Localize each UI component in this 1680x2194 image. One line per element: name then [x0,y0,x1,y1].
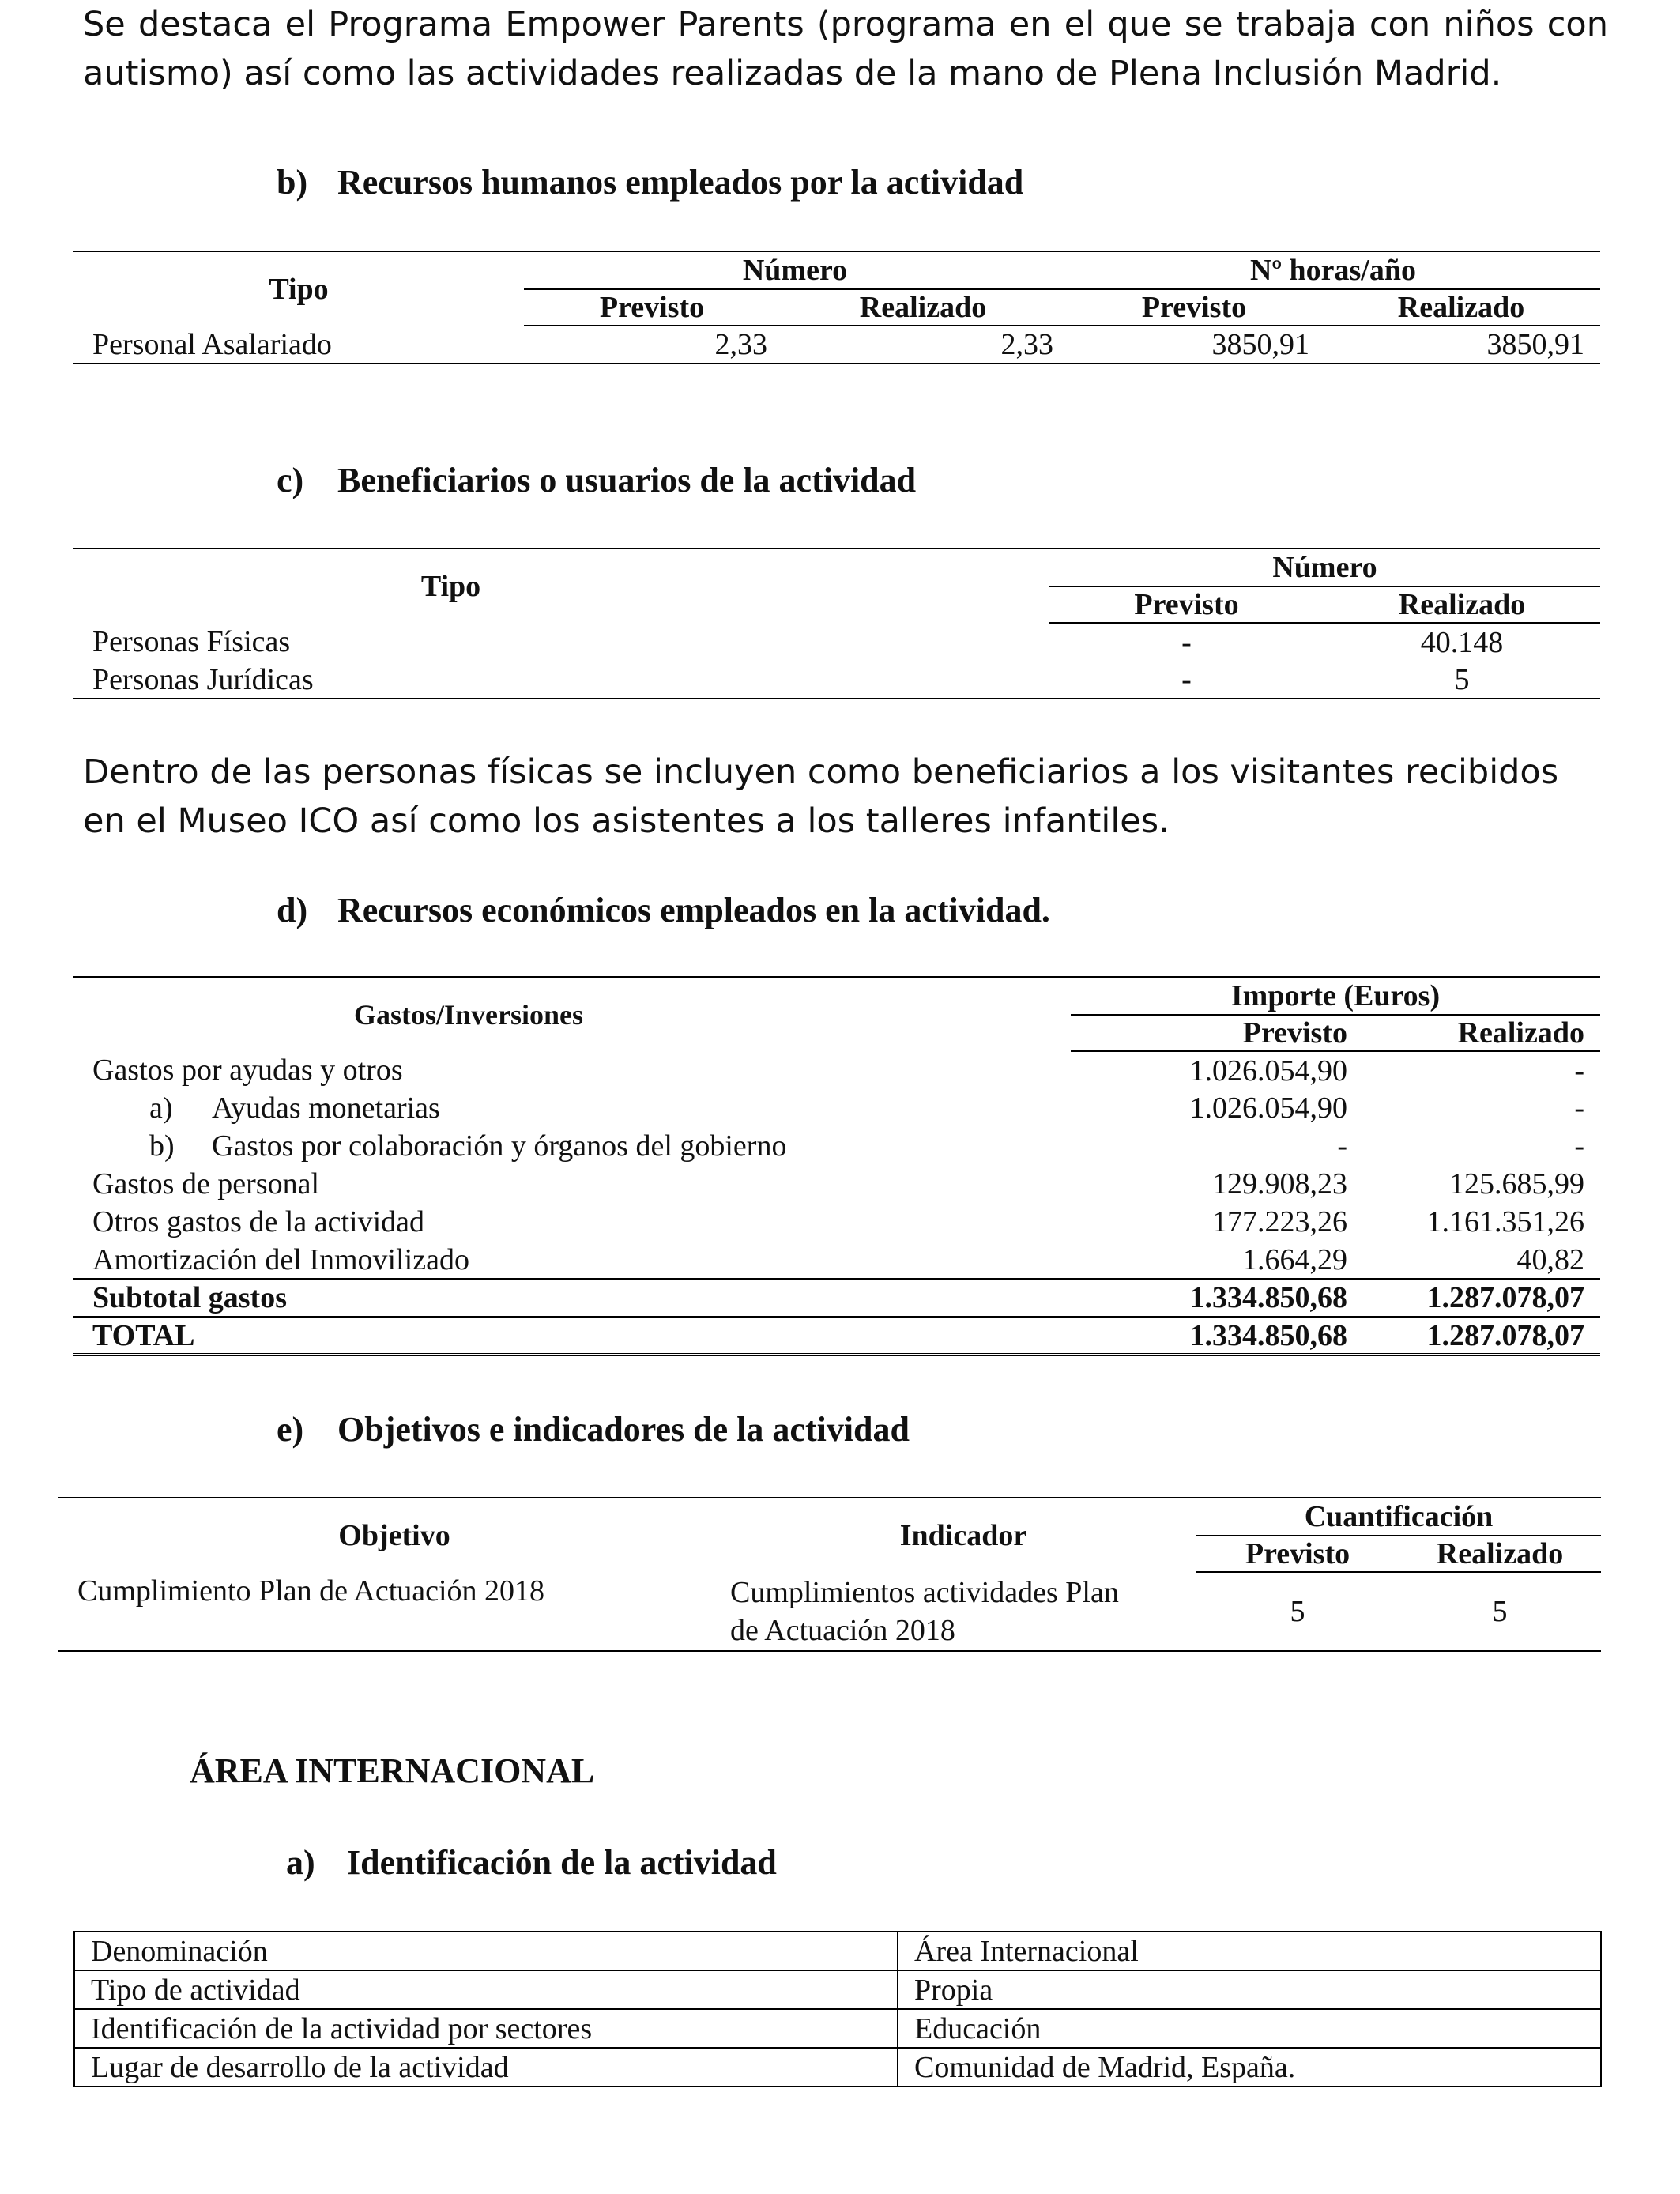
obj-row-indicador-line2: de Actuación 2018 [730,1614,955,1647]
eco-header-importe: Importe (Euros) [1071,977,1600,1015]
obj-header-objetivo: Objetivo [58,1498,730,1572]
hr-row-horas-previsto: 3850,91 [1066,326,1322,364]
ident-row-label: Identificación de la actividad por sectores [74,2009,898,2048]
table-row [74,1932,1601,1970]
eco-row-prefix: b) [149,1129,175,1163]
table-row [73,661,1600,699]
eco-row-previsto: - [1337,1129,1347,1163]
eco-row-realizado: - [1574,1091,1584,1125]
eco-row-previsto: 1.026.054,90 [1189,1091,1347,1125]
eco-row-label: Ayudas monetarias [212,1091,440,1125]
table-row [73,326,1600,364]
ident-row-label: Lugar de desarrollo de la actividad [74,2048,898,2087]
economic-resources-table [73,976,1600,1356]
beneficiaries-table [73,548,1600,699]
eco-row-label: Gastos por ayudas y otros [92,1054,403,1087]
obj-row-realizado: 5 [1399,1572,1601,1651]
section-e-letter: e) [277,1410,304,1449]
hr-row-num-previsto: 2,33 [524,326,780,364]
eco-total-label: TOTAL [73,1317,1071,1355]
section-e-heading [277,1410,910,1449]
human-resources-table [73,251,1600,364]
obj-header-indicador: Indicador [730,1498,1196,1572]
eco-row-label: Amortización del Inmovilizado [73,1241,1071,1279]
eco-subtotal-previsto: 1.334.850,68 [1071,1279,1363,1317]
eco-total-previsto: 1.334.850,68 [1071,1317,1363,1355]
hr-row-tipo: Personal Asalariado [73,326,524,364]
eco-row-prefix: a) [149,1091,173,1125]
table-row [73,1051,1600,1089]
eco-subtotal-label: Subtotal gastos [73,1279,1071,1317]
table-row [74,2048,1601,2087]
eco-row-label: Otros gastos de la actividad [92,1205,425,1238]
obj-row-objetivo: Cumplimiento Plan de Actuación 2018 [58,1572,730,1651]
ident-row-label: Denominación [74,1932,898,1970]
subtotal-row [73,1279,1600,1317]
eco-row-label: Gastos por colaboración y órganos del gobierno [212,1129,787,1163]
section-c-heading [277,461,916,500]
hr-header-tipo: Tipo [73,251,524,326]
section-a-heading [286,1843,777,1883]
objectives-table [58,1497,1601,1652]
eco-total-realizado: 1.287.078,07 [1363,1317,1600,1355]
section-a-title: Identificación de la actividad [347,1843,777,1882]
obj-header-cuantificacion: Cuantificación [1196,1498,1601,1536]
ben-row-tipo: Personas Jurídicas [73,661,1049,699]
hr-row-horas-realizado: 3850,91 [1322,326,1600,364]
ident-row-value: Área Internacional [898,1932,1601,1970]
ident-row-value: Comunidad de Madrid, España. [898,2048,1601,2087]
table-row [74,1970,1601,2009]
table-row [73,1241,1600,1279]
eco-row-realizado: 40,82 [1363,1241,1600,1279]
ben-header-realizado: Realizado [1324,586,1600,623]
section-c-title: Beneficiarios o usuarios de la actividad [337,461,917,499]
eco-row-previsto: 129.908,23 [1212,1167,1347,1201]
hr-header-horas: Nº horas/año [1066,251,1600,289]
ident-row-value: Propia [898,1970,1601,2009]
table-row [73,1127,1600,1165]
section-a-letter: a) [286,1843,315,1882]
eco-row-realizado: 125.685,99 [1449,1167,1584,1201]
eco-header-previsto: Previsto [1071,1015,1363,1051]
eco-header-gastos: Gastos/Inversiones [73,977,1071,1051]
section-d-letter: d) [277,891,308,929]
eco-header-realizado: Realizado [1363,1015,1600,1051]
hr-row-num-realizado: 2,33 [780,326,1066,364]
hr-header-numero: Número [524,251,1066,289]
ben-header-previsto: Previsto [1049,586,1324,623]
eco-row-label: Gastos de personal [92,1167,320,1201]
section-e-title: Objetivos e indicadores de la actividad [337,1410,910,1449]
ident-row-value: Educación [898,2009,1601,2048]
table-row [73,1203,1600,1241]
ben-row-realizado: 5 [1324,661,1600,699]
obj-header-previsto: Previsto [1196,1536,1399,1572]
total-row [73,1317,1600,1355]
ben-row-tipo: Personas Físicas [92,625,291,658]
eco-row-realizado: 1.161.351,26 [1426,1205,1584,1238]
section-b-letter: b) [277,163,308,202]
intro-paragraph: Se destaca el Programa Empower Parents (programa en el que se trabaja con niños con autismo) así como las actividades realizadas de la mano de Plena Inclusión Madrid. [83,5,1608,93]
table-row [73,623,1600,661]
ben-row-previsto: - [1049,661,1324,699]
table-row [73,1165,1600,1203]
section-c-letter: c) [277,461,304,499]
ben-header-numero: Número [1049,548,1600,586]
hr-header-horas-realizado: Realizado [1322,289,1600,326]
obj-header-realizado: Realizado [1399,1536,1601,1572]
hr-header-num-realizado: Realizado [780,289,1066,326]
section-b-title: Recursos humanos empleados por la actividad [337,163,1024,202]
eco-row-previsto: 1.026.054,90 [1189,1054,1347,1088]
eco-row-realizado: - [1574,1129,1584,1163]
section-b-heading [277,163,1023,202]
eco-row-realizado: - [1574,1054,1584,1088]
ben-header-tipo: Tipo [73,548,1049,623]
area-title: ÁREA INTERNACIONAL [190,1751,595,1790]
eco-subtotal-realizado: 1.287.078,07 [1363,1279,1600,1317]
ben-row-realizado: 40.148 [1420,625,1504,659]
beneficiaries-note: Dentro de las personas físicas se incluyen como beneficiarios a los visitantes recibidos en el Museo ICO así como los asistentes a los talleres infantiles. [83,752,1559,841]
hr-header-num-previsto: Previsto [524,289,780,326]
section-d-heading [277,891,1050,930]
ident-row-label: Tipo de actividad [74,1970,898,2009]
hr-header-horas-previsto: Previsto [1066,289,1322,326]
identification-table [73,1931,1602,2087]
table-row [58,1572,1601,1651]
table-row [74,2009,1601,2048]
table-row [73,1089,1600,1127]
eco-row-previsto: 177.223,26 [1212,1205,1347,1238]
ben-row-previsto: - [1181,625,1192,659]
obj-row-previsto: 5 [1196,1572,1399,1651]
eco-row-previsto: 1.664,29 [1071,1241,1363,1279]
obj-row-indicador-line1: Cumplimientos actividades Plan [730,1576,1119,1609]
section-d-title: Recursos económicos empleados en la actividad. [337,891,1050,929]
